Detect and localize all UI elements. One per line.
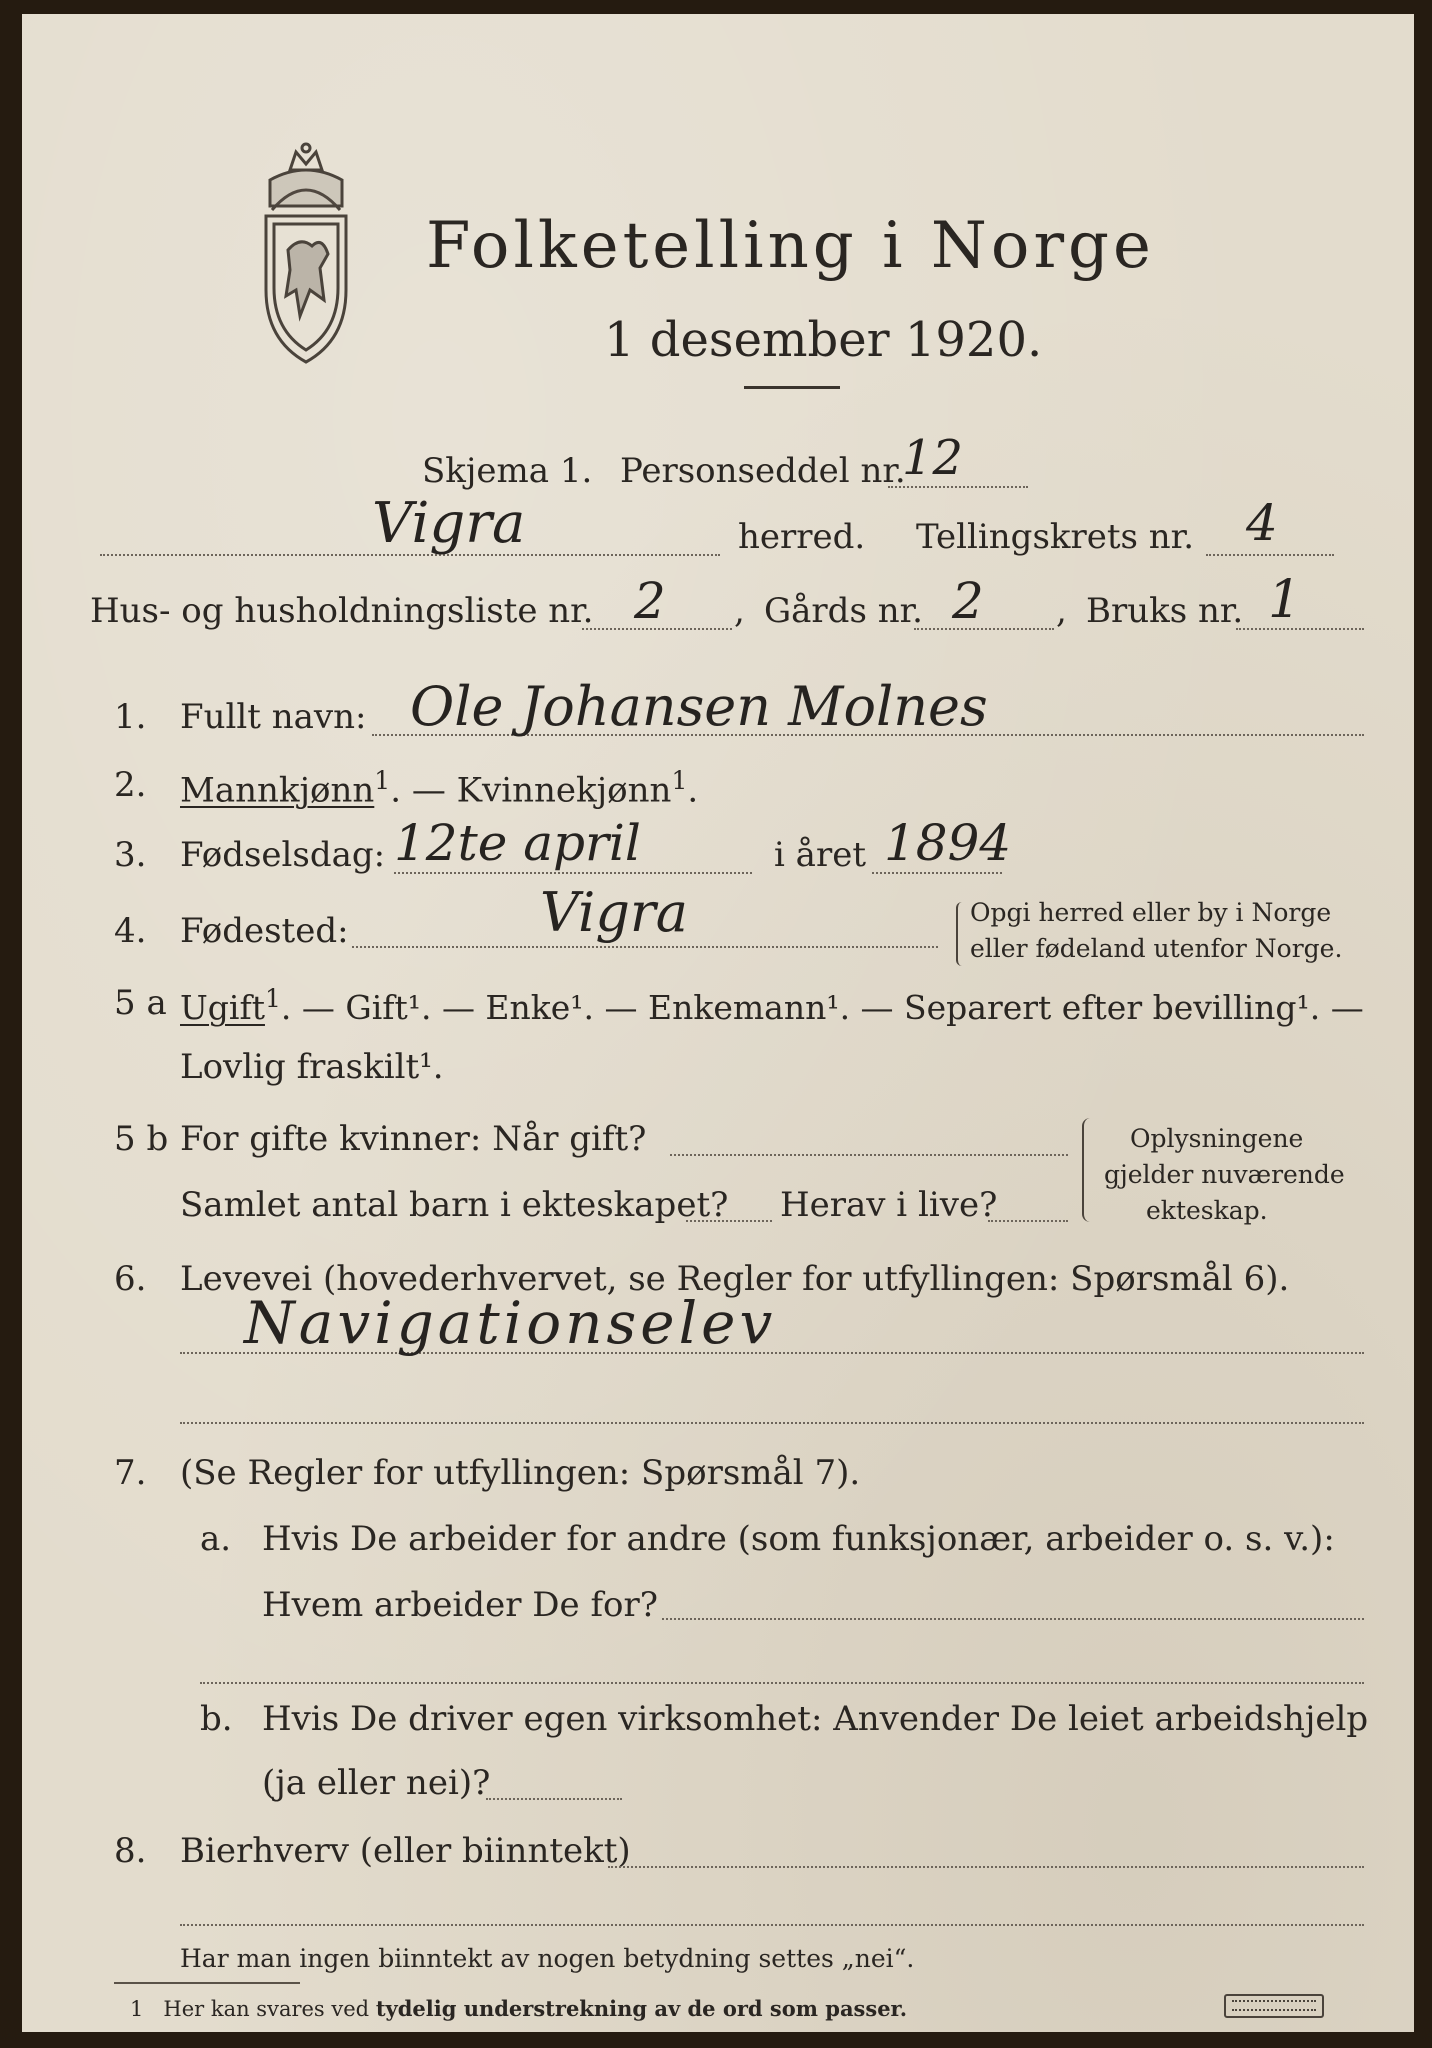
q3-year-value: 1894 — [884, 814, 1012, 872]
hus-comma: , — [734, 591, 745, 631]
q4-label: Fødested: — [180, 911, 349, 951]
q5a-ugift-option: Ugift — [180, 988, 265, 1027]
q5b-note-line1: Oplysningene — [1130, 1124, 1304, 1153]
q4-value: Vigra — [540, 881, 688, 944]
hus-value: 2 — [634, 572, 666, 630]
q5b-brace — [1082, 1118, 1092, 1222]
q7b-line2: (ja eller nei)? — [262, 1763, 491, 1803]
q5a-options: Ugift$^1$. — Gift¹. — Enke¹. — Enkemann¹. — Separert efter bevilling¹. — — [180, 984, 1364, 1027]
q5a-number: 5 a — [114, 983, 167, 1023]
census-form — [22, 14, 1414, 2032]
q7a-line1: Hvis De arbeider for andre (som funksjonær, arbeider o. s. v.): — [262, 1519, 1335, 1559]
q1-value: Ole Johansen Molnes — [410, 675, 988, 738]
q3-number: 3. — [114, 835, 147, 875]
q4-note-line2: eller fødeland utenfor Norge. — [970, 934, 1343, 963]
q2-options: Mannkjønn$^1$. — Kvinnekjønn$^1$. — [180, 766, 699, 811]
q7-label: (Se Regler for utfyllingen: Spørsmål 7). — [180, 1453, 861, 1493]
hus-label: Hus- og husholdningsliste nr. — [90, 591, 594, 631]
q5b-line2b: Herav i live? — [780, 1185, 998, 1225]
skjema-label: Skjema 1. — [422, 451, 593, 491]
q7a-line2: Hvem arbeider De for? — [262, 1585, 658, 1625]
bruks-label: Bruks nr. — [1086, 591, 1244, 631]
personseddel-value: 12 — [902, 430, 964, 486]
q5b-note-line2: gjelder nuværende — [1104, 1160, 1345, 1189]
q5a-line2: Lovlig fraskilt¹. — [180, 1047, 444, 1087]
q8-number: 8. — [114, 1831, 147, 1871]
q5b-line2a: Samlet antal barn i ekteskapet? — [180, 1185, 729, 1225]
q4-number: 4. — [114, 911, 147, 951]
q4-brace — [956, 902, 966, 966]
personseddel-label: Personseddel nr. — [620, 451, 906, 491]
q6-value: Navigationselev — [244, 1289, 777, 1357]
title-divider — [744, 386, 840, 389]
q7b-line1: Hvis De driver egen virksomhet: Anvender De leiet arbeidshjelp — [262, 1699, 1369, 1739]
herred-label: herred. — [738, 517, 866, 557]
q4-note-line1: Opgi herred eller by i Norge — [970, 898, 1332, 927]
q1-number: 1. — [114, 697, 147, 737]
bruks-value: 1 — [1268, 570, 1302, 630]
q3-label: Fødselsdag: — [180, 835, 386, 875]
q5b-line1: For gifte kvinner: Når gift? — [180, 1119, 647, 1159]
gards-label: Gårds nr. — [764, 591, 923, 631]
q3-value: 12te april — [394, 814, 641, 872]
form-date: 1 desember 1920. — [604, 312, 1043, 368]
gards-comma: , — [1056, 591, 1067, 631]
q1-label: Fullt navn: — [180, 697, 367, 737]
coat-of-arms-icon — [250, 140, 362, 366]
q2-female-option: . — Kvinnekjønn — [390, 770, 672, 811]
q7a-letter: a. — [200, 1519, 232, 1559]
form-title: Folketelling i Norge — [426, 209, 1155, 283]
q3-year-label: i året — [774, 835, 866, 875]
q6-number: 6. — [114, 1259, 147, 1299]
herred-value: Vigra — [372, 491, 526, 556]
q7b-letter: b. — [200, 1699, 233, 1739]
printer-stamp — [1224, 1994, 1324, 2018]
footnote: 1 Her kan svares ved tydelig understrekning av de ord som passer. — [130, 1996, 908, 2021]
q2-number: 2. — [114, 765, 147, 805]
gards-value: 2 — [952, 572, 984, 630]
tellingskrets-value: 4 — [1246, 494, 1278, 552]
tellingskrets-label: Tellingskrets nr. — [916, 517, 1195, 557]
q8-label: Bierhverv (eller biinntekt) — [180, 1831, 631, 1871]
q5b-number: 5 b — [114, 1119, 169, 1159]
footnote-rule — [114, 1982, 300, 1984]
q6-label: Levevei (hovederhvervet, se Regler for utfyllingen: Spørsmål 6). — [180, 1259, 1290, 1299]
q8-note: Har man ingen biinntekt av nogen betydning settes „nei“. — [180, 1944, 915, 1973]
q2-male-option: Mannkjønn — [180, 770, 375, 811]
q7-number: 7. — [114, 1453, 147, 1493]
q5b-note-line3: ekteskap. — [1146, 1196, 1268, 1225]
